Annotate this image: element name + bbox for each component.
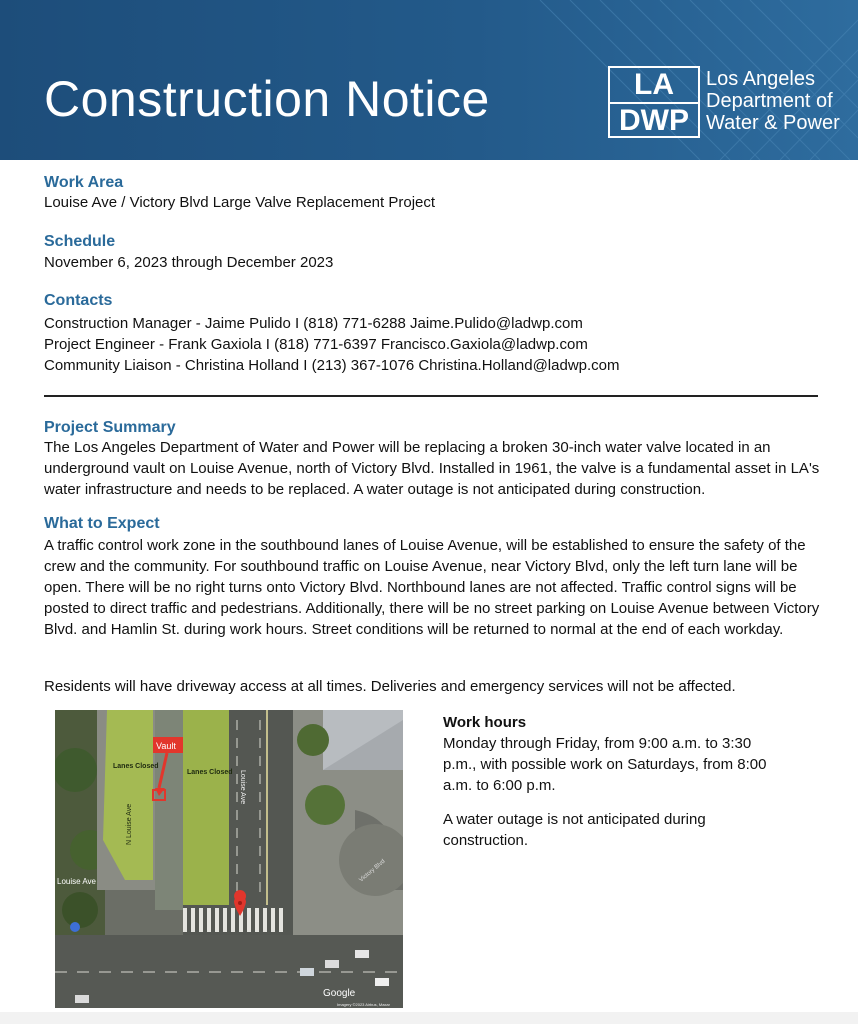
work-hours-heading: Work hours: [443, 714, 527, 731]
org-name: [706, 68, 840, 134]
lanes-closed-label-2: Lanes Closed: [187, 769, 233, 776]
work-area-text: Louise Ave / Victory Blvd Large Valve Replacement Project: [44, 194, 436, 211]
outage-note: A water outage is not anticipated during construction.: [443, 811, 706, 849]
work-area-heading: Work Area: [44, 174, 124, 191]
what-to-expect-text: A traffic control work zone in the southbound lanes of Louise Avenue, will be established to ensure the safety of the crew and the community. For southbound traffic on Louise Avenue, near Victory Blvd, only the left turn lane will be open. There will be no right turns onto Victory Blvd. Northbound lanes are not affected. Traffic control signs will be posted to direct traffic and pedestrians. Additionally, there will be no street parking on Louise Avenue between Victory Blvd. and Hamlin St. during work hours. Street conditions will be returned to normal at the end of each workday.: [44, 537, 820, 638]
page-bottom-edge: [0, 1012, 858, 1024]
contact-community-liaison: Community Liaison - Christina Holland I (213) 367-1076 Christina.Holland@ladwp.com: [44, 357, 620, 374]
imagery-credit: Imagery ©2023 Airbus, Maxar: [337, 1002, 390, 1007]
org-line-2: Department of: [706, 90, 833, 112]
schedule-text: November 6, 2023 through December 2023: [44, 254, 334, 271]
contact-construction-manager: Construction Manager - Jaime Pulido I (818) 771-6288 Jaime.Pulido@ladwp.com: [44, 315, 583, 332]
logo-la: LA: [634, 68, 674, 101]
lanes-closed-label-1: Lanes Closed: [113, 763, 159, 770]
street-label-victory: Victory Blvd: [358, 858, 387, 884]
site-map: [55, 710, 403, 1008]
vault-label: Vault: [156, 741, 176, 751]
org-line-3: Water & Power: [706, 112, 840, 134]
street-label-louise-vertical: Louise Ave: [239, 770, 246, 805]
ladwp-logo: [608, 66, 700, 138]
org-line-1: Los Angeles: [706, 68, 815, 90]
project-summary-text: The Los Angeles Department of Water and Power will be replacing a broken 30-inch water valve located in an underground vault on Louise Avenue, north of Victory Blvd. Installed in 1961, the valve is a fundamental asset in LA's water infrastructure and needs to be replaced. A water outage is not anticipated during construction.: [44, 439, 820, 498]
page-title: Construction Notice: [44, 71, 490, 127]
schedule-heading: Schedule: [44, 233, 116, 250]
logo-dwp: DWP: [610, 102, 698, 138]
contact-project-engineer: Project Engineer - Frank Gaxiola I (818) 771-6397 Francisco.Gaxiola@ladwp.com: [44, 336, 588, 353]
street-label-n-louise: N Louise Ave: [126, 803, 133, 845]
project-summary-heading: Project Summary: [44, 419, 176, 436]
header-banner: [0, 0, 858, 160]
street-label-louise-ave: Louise Ave: [57, 877, 96, 886]
google-watermark: Google: [323, 988, 356, 999]
divider: [44, 395, 818, 397]
work-hours-text: Monday through Friday, from 9:00 a.m. to 3:30 p.m., with possible work on Saturdays, from 8:00 a.m. to 6:00 p.m.: [443, 735, 767, 794]
what-to-expect-heading: What to Expect: [44, 515, 160, 532]
residents-text: Residents will have driveway access at all times. Deliveries and emergency services will not be affected.: [44, 678, 736, 695]
contacts-heading: Contacts: [44, 292, 113, 309]
site-map-graphic: [55, 710, 403, 1008]
